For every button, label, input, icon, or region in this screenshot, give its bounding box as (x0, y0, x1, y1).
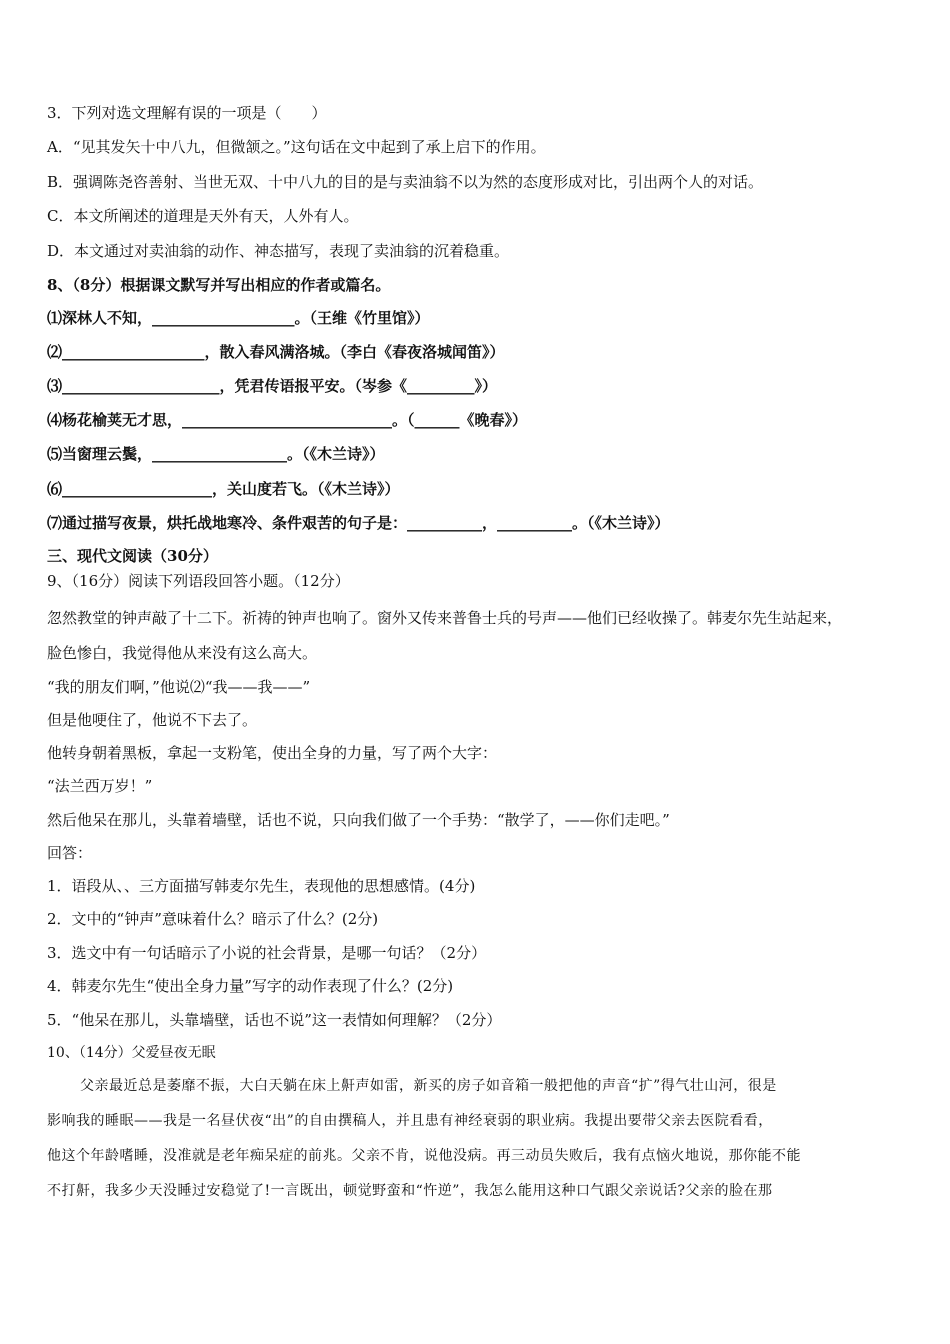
q9-para1-line2: 脸色惨白，我觉得他从来没有这么高大。 (47, 644, 318, 662)
q10-line-2: 影响我的睡眠——我是一名昼伏夜“出”的自由撰稿人，并且患有神经衰弱的职业病。我提出要带父亲去医院看看， (47, 1113, 773, 1129)
q8-item-6: ⑹____________________，关山度若飞。（《木兰诗》） (47, 480, 400, 498)
q8-item-4: ⑷杨花榆荚无才思，____________________________。（______《晚春》） (47, 411, 528, 429)
q10-title: 10、（14分）父爱昼夜无眠 (47, 1045, 216, 1061)
q8-item-1: ⑴深林人不知，___________________。（王维《竹里馆》） (47, 309, 430, 327)
q9-question-5: 5．“他呆在那儿，头靠墙壁，话也不说”这一表情如何理解？（2分） (47, 1011, 502, 1029)
q10-line-3: 他这个年龄嗜睡，没准就是老年痴呆症的前兆。父亲不肯，说他没病。再三动员失败后，我有点恼火地说，那你能不能 (47, 1148, 801, 1164)
q9-question-2: 2．文中的“钟声”意味着什么？暗示了什么？(2分) (47, 910, 379, 928)
q9-title: 9、（16分）阅读下列语段回答小题。（12分） (47, 572, 350, 590)
q10-line-1: 父亲最近总是萎靡不振，大白天躺在床上鼾声如雷，新买的房子如音箱一般把他的声音“扩”得气壮山河，很是 (80, 1078, 777, 1094)
q8-title: 8、（8分）根据课文默写并写出相应的作者或篇名。 (47, 276, 391, 294)
q9-para3: 但是他哽住了，他说不下去了。 (47, 711, 258, 729)
q9-answer-label: 回答： (47, 844, 93, 862)
q9-para6: 然后他呆在那儿，头靠着墙壁，话也不说，只向我们做了一个手势：“散学了，——你们走吧。” (47, 811, 670, 829)
q3-option-a: A．“见其发矢十中八九，但微颔之。”这句话在文中起到了承上启下的作用。 (47, 138, 546, 156)
q3-option-b: B．强调陈尧咨善射、当世无双、十中八九的目的是与卖油翁不以为然的态度形成对比，引出两个人的对话。 (47, 173, 764, 191)
q9-para5: “法兰西万岁！” (47, 777, 153, 795)
q9-question-3: 3．选文中有一句话暗示了小说的社会背景，是哪一句话？（2分） (47, 944, 487, 962)
q9-para4: 他转身朝着黑板，拿起一支粉笔，使出全身的力量，写了两个大字： (47, 744, 498, 762)
q9-para2: “我的朋友们啊，”他说⑵“我——我——” (47, 678, 311, 696)
section3-title: 三、现代文阅读（30分） (47, 547, 218, 565)
q3-option-d: D．本文通过对卖油翁的动作、神态描写，表现了卖油翁的沉着稳重。 (47, 242, 510, 260)
q9-para1-line1: 忽然教堂的钟声敲了十二下。祈祷的钟声也响了。窗外又传来普鲁士兵的号声——他们已经收操了。韩麦尔先生站起来， (47, 609, 843, 627)
q3-stem: 3．下列对选文理解有误的一项是（ ） (47, 104, 327, 122)
q8-item-3: ⑶_____________________，凭君传语报平安。（岑参《_________》） (47, 377, 498, 395)
q3-option-c: C．本文所阐述的道理是天外有天，人外有人。 (47, 207, 359, 225)
q9-question-1: 1．语段从、、三方面描写韩麦尔先生，表现他的思想感情。(4分) (47, 877, 476, 895)
q9-question-4: 4．韩麦尔先生“使出全身力量”写字的动作表现了什么？(2分) (47, 977, 454, 995)
q8-item-2: ⑵___________________，散入春风满洛城。（李白《春夜洛城闻笛》） (47, 343, 505, 361)
q10-line-4: 不打鼾，我多少天没睡过安稳觉了!一言既出，顿觉野蛮和“忤逆”，我怎么能用这种口气跟父亲说话?父亲的脸在那 (47, 1183, 773, 1199)
q8-item-7: ⑺通过描写夜景，烘托战地寒冷、条件艰苦的句子是：__________，__________。（《木兰诗》） (47, 514, 670, 532)
q8-item-5: ⑸当窗理云鬓，__________________。（《木兰诗》） (47, 445, 385, 463)
